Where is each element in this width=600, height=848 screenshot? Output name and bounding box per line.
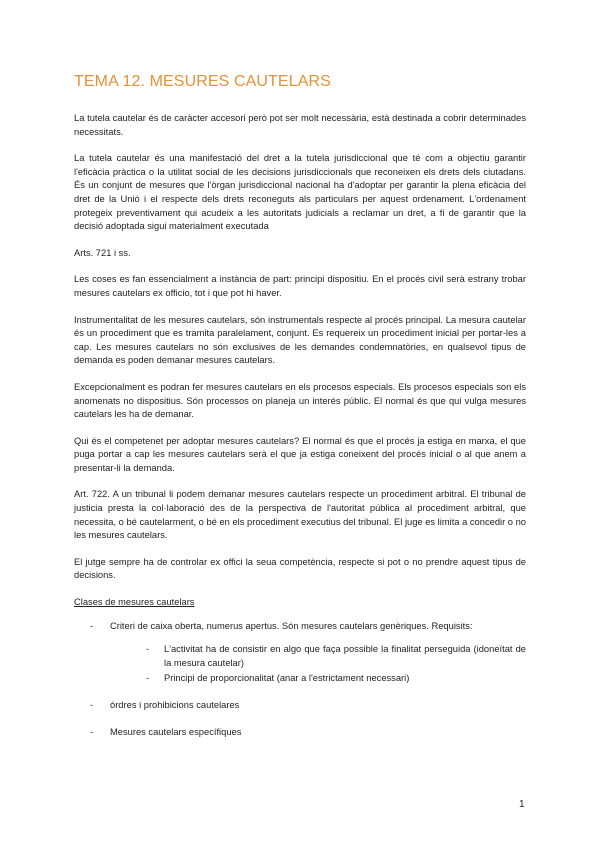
section-heading: Clases de mesures cautelars bbox=[74, 597, 195, 608]
sublist-item bbox=[146, 643, 526, 670]
paragraph-judge-control: El jutge sempre ha de controlar ex offici la seua competència, respecte si pot o no prendre aquest tipus de decisions. bbox=[74, 556, 526, 581]
paragraph-special-processes: Excepcionalment es podran fer mesures cautelars en els procesos especials. Els procesos especials son els anomenats no dispositius. Són processos on planeja un interés públic. El normal és que qui vulga mesures cautelars les ha de demanar. bbox=[74, 381, 526, 420]
list-item bbox=[90, 620, 526, 686]
list-item-text: Mesures cautelars específiques bbox=[110, 726, 242, 737]
page-title: TEMA 12. MESURES CAUTELARS bbox=[74, 73, 331, 90]
list-item bbox=[90, 726, 526, 740]
page-number: 1 bbox=[519, 799, 525, 810]
measures-list bbox=[74, 620, 526, 740]
dash-bullet-icon: - bbox=[146, 644, 150, 655]
sublist-item-text: L'activitat ha de consistir en algo que faça possible la finalitat perseguida (idoneïtat de la mesura cautelar) bbox=[164, 644, 526, 668]
paragraph-art-722: Art. 722. A un tribunal li podem demanar mesures cautelars respecte un procediment arbitral. El tribunal de justicia presta la col·laboració des de la perspectiva de l'autoritat pública al procediment arbitral, que necessita, o bé cautelarment, o bé en els procediment executius del tribunal. El juge es limita a concedir o no les mesures cautelars. bbox=[74, 489, 526, 541]
paragraph-definition: La tutela cautelar és una manifestació del dret a la tutela jurisdiccional que té com a objectiu garantir l'eficàcia pràctica o la utilitat social de les decisions jurisdiccionals que reconeixen els drets dels ciutadans. És un conjunt de mesures que l'òrgan jurisdiccional nacional ha d'adoptar per garantir la plena eficàcia del dret de la Unió i el respecte dels drets reconeguts als particulars per aquest ordenament. L'ordenament protegeix preventivament qui acudeix a les autoritats judicials a reclamar un dret, a fi de garantir que la decisió adoptada sigui materialment executada bbox=[74, 153, 526, 232]
paragraph-intro: La tutela cautelar és de caràcter accesori però pot ser molt necessària, està destinada a cobrir determinades necessitats. bbox=[74, 113, 526, 137]
sublist-item bbox=[146, 672, 526, 686]
dash-bullet-icon: - bbox=[90, 726, 94, 737]
paragraph-instrumentality: Instrumentalitat de les mesures cautelars, són instrumentals respecte al procés principal. La mesura cautelar és un procediment que es tramita paralelament, conjunt. Es requereix un procediment inicial per portar-les a cap. Les mesures cautelars no són exclusives de les demandes condemnatòries, en qualsevol tipus de demanda es poden demanar mesures cautelars. bbox=[74, 314, 526, 366]
paragraph-articles-ref: Arts. 721 i ss. bbox=[74, 247, 131, 258]
list-item-text: Criteri de caixa oberta, numerus apertus. Són mesures cautelars genèriques. Requisits: bbox=[110, 620, 473, 631]
dash-bullet-icon: - bbox=[90, 700, 94, 710]
paragraph-competence: Qui és el competenet per adoptar mesures cautelars? El normal és que el procés ja estiga en marxa, el que puga portar a cap les mesures cautelars serà el que ja estiga coneixent del procés inicial o al que anem a presentar-li la demanda. bbox=[74, 435, 526, 473]
requirements-sublist bbox=[110, 643, 526, 686]
list-item bbox=[90, 699, 526, 713]
paragraph-dispositive: Les coses es fan essencialment a instància de part: principi dispositiu. En el procés civil serà estrany trobar mesures cautelars ex officio, tot i que pot hi haver. bbox=[74, 274, 526, 298]
document-body bbox=[74, 112, 526, 752]
sublist-item-text: Principi de proporcionalitat (anar a l'estrictament necessari) bbox=[164, 673, 410, 684]
dash-bullet-icon: - bbox=[146, 673, 150, 684]
dash-bullet-icon: - bbox=[90, 620, 94, 631]
list-item-text: órdres i prohibicions cautelares bbox=[110, 700, 240, 710]
